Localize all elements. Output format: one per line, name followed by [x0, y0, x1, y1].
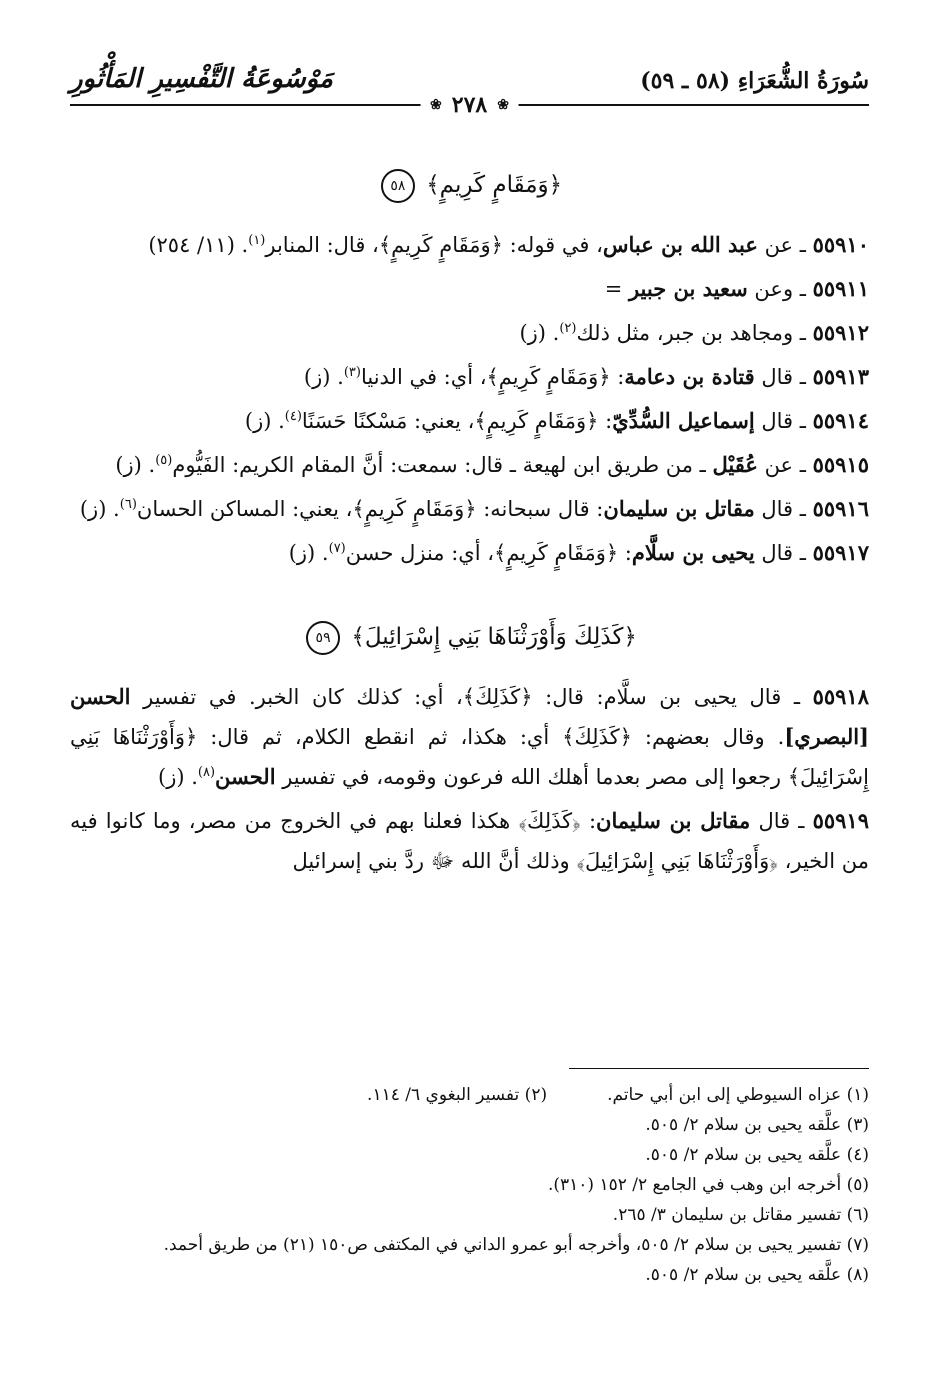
- narrator-name: سعيد بن جبير: [628, 276, 748, 301]
- entry-item: [70, 269, 869, 309]
- ayah-number-marker: ٥٨: [381, 169, 415, 203]
- entry-number: ٥٥٩١٢: [812, 320, 869, 345]
- footnote-ref: (٣): [343, 365, 361, 380]
- book-title: مَوْسُوعَةُ التَّفْسِيرِ المَأْثُورِ: [70, 64, 333, 94]
- entry-tail: . (ز): [288, 541, 329, 565]
- verse-text: ﴿كَذَلِكَ وَأَوْرَثْنَاهَا بَنِي إِسْرَائِيلَ﴾: [351, 624, 637, 650]
- section-59-entries: [70, 677, 869, 881]
- entry-prefix: ـ عن: [757, 233, 813, 257]
- entry-item: [70, 357, 869, 397]
- entry-number: ٥٥٩١٩: [812, 808, 869, 833]
- entry-number: ٥٥٩١٦: [812, 496, 869, 521]
- entry-item: [70, 677, 869, 797]
- footnote-ref: (٧): [328, 541, 346, 556]
- entry-text: مثل ذلك: [576, 321, 651, 345]
- entry-text: : ﴿وَمَقَامٍ كَرِيمٍ﴾، يعني: مَسْكنًا حَسَنًا: [301, 409, 613, 433]
- narrator-name: الحسن [البصري]: [70, 684, 869, 749]
- verse-heading-59: [70, 617, 869, 657]
- narrator-name: عبد الله بن عباس: [602, 232, 758, 257]
- entry-tail: . (ز): [519, 321, 560, 345]
- narrator-name: قتادة بن دعامة: [624, 364, 755, 389]
- entry-tail: . (١١/ ٢٥٤): [148, 233, 249, 257]
- surah-title: سُورَةُ الشُّعَرَاءِ (٥٨ ـ ٥٩): [640, 68, 869, 94]
- footnote-4: (٤) علَّقه يحيى بن سلام ٢/ ٥٠٥.: [645, 1145, 869, 1165]
- entry-item: [70, 533, 869, 573]
- entry-text: =: [604, 277, 629, 301]
- entry-text: : قال سبحانه: ﴿وَمَقَامٍ كَرِيمٍ﴾، يعني: المساكن الحسان: [136, 497, 604, 521]
- entry-item: [70, 225, 869, 265]
- section-58-entries: [70, 225, 869, 573]
- footnote-ref: (٨): [197, 765, 216, 780]
- footnote-ref: (٥): [155, 453, 173, 468]
- entry-number: ٥٥٩١٠: [812, 232, 869, 257]
- footnote-1: (١) عزاه السيوطي إلى ابن أبي حاتم.: [607, 1085, 869, 1105]
- entry-item: [70, 313, 869, 353]
- footnote-ref: (٤): [284, 409, 302, 424]
- narrator-name: عُقَيْل: [712, 452, 758, 477]
- running-header: [70, 60, 869, 120]
- entry-number: ٥٥٩١٤: [812, 408, 869, 433]
- entry-item: [70, 801, 869, 881]
- entry-prefix: ـ ومجاهد بن جبر،: [650, 321, 813, 345]
- footnote-7: (٧) تفسير يحيى بن سلام ٢/ ٥٠٥، وأخرجه أبو عمرو الداني في المكتفى ص١٥٠ (٢١) من طريق أحمد.: [163, 1235, 869, 1255]
- entry-number: ٥٥٩١٧: [812, 540, 869, 565]
- verse-text: ﴿وَمَقَامٍ كَرِيمٍ﴾: [426, 172, 563, 198]
- entry-text: : ﴿وَمَقَامٍ كَرِيمٍ﴾، أي: منزل حسن: [345, 541, 632, 565]
- entry-text: ـ قال يحيى بن سلَّام: قال: ﴿كَذَلِكَ﴾، أي: كذلك كان الخبر. في تفسير: [130, 685, 813, 709]
- page-number-box: [420, 92, 519, 118]
- entry-prefix: ـ قال: [754, 541, 813, 565]
- entry-prefix: ـ قال: [754, 497, 813, 521]
- footnote-3: (٣) علَّقه يحيى بن سلام ٢/ ٥٠٥.: [645, 1115, 869, 1135]
- entry-number: ٥٥٩١٥: [812, 452, 869, 477]
- footnote-ref: (٢): [559, 321, 577, 336]
- narrator-name: إسماعيل السُّدِّيّ: [612, 408, 755, 433]
- ornament-icon: ❀: [497, 97, 509, 113]
- footnotes: [70, 1080, 869, 1290]
- narrator-name: مقاتل بن سليمان: [603, 496, 755, 521]
- entry-text: : ﴿كَذَلِكَ﴾ هكذا فعلنا بهم في الخروج من مصر، وما كانوا فيه من الخير، ﴿وَأَوْرَثْنَاهَا بَنِي إِسْرَائِيلَ﴾ وذلك أنَّ الله ﷻ ردَّ بني إسرائيل: [70, 809, 869, 873]
- entry-item: [70, 489, 869, 529]
- entry-text: ، في قوله: ﴿وَمَقَامٍ كَرِيمٍ﴾، قال: المنابر: [265, 233, 603, 257]
- entry-number: ٥٥٩١٣: [812, 364, 869, 389]
- entry-prefix: ـ عن: [757, 453, 813, 477]
- footnote-2: (٢) تفسير البغوي ٦/ ١١٤.: [367, 1085, 548, 1105]
- entry-tail: . (ز): [115, 453, 156, 477]
- entry-tail: . (ز): [303, 365, 344, 389]
- footnote-8: (٨) علَّقه يحيى بن سلام ٢/ ٥٠٥.: [645, 1265, 869, 1285]
- footnote-6: (٦) تفسير مقاتل بن سليمان ٣/ ٢٦٥.: [612, 1205, 869, 1225]
- entry-text: ـ قال: [750, 809, 813, 833]
- entry-tail: . (ز): [79, 497, 120, 521]
- entry-item: [70, 445, 869, 485]
- ayah-number-marker: ٥٩: [306, 621, 340, 655]
- main-text: [70, 165, 869, 885]
- ornament-icon: ❀: [430, 97, 442, 113]
- entry-prefix: ـ قال: [754, 409, 813, 433]
- footnote-5: (٥) أخرجه ابن وهب في الجامع ٢/ ١٥٢ (٣١٠).: [547, 1175, 869, 1195]
- entry-text: ـ من طريق ابن لهيعة ـ قال: سمعت: أنَّ المقام الكريم: الفَيُّوم: [172, 453, 713, 477]
- entry-tail: . (ز): [244, 409, 285, 433]
- section-gap: [70, 577, 869, 617]
- entry-item: [70, 401, 869, 441]
- entry-text: : ﴿وَمَقَامٍ كَرِيمٍ﴾، أي: في الدنيا: [360, 365, 625, 389]
- entry-tail: . (ز): [158, 765, 198, 789]
- footnote-ref: (٦): [119, 497, 137, 512]
- footnote-rule: [569, 1068, 869, 1069]
- entry-number: ٥٥٩١٨: [812, 684, 869, 709]
- entry-prefix: ـ وعن: [747, 277, 813, 301]
- entry-prefix: ـ قال: [754, 365, 813, 389]
- entry-text: . وقال بعضهم: ﴿كَذَلِكَ﴾ أي: هكذا، ثم انقطع الكلام، ثم قال: ﴿وَأَوْرَثْنَاهَا بَنِي إِسْرَائِيلَ﴾ رجعوا إلى مصر بعدما أهلك الله فرعون وقومه، في تفسير: [70, 725, 869, 789]
- footnote-ref: (١): [248, 233, 266, 248]
- verse-heading-58: [70, 165, 869, 205]
- narrator-name: مقاتل بن سليمان: [596, 808, 751, 833]
- narrator-name: يحيى بن سلَّام: [631, 540, 755, 565]
- page-number: ٢٧٨: [451, 92, 488, 118]
- footnote-row: [70, 1080, 869, 1110]
- narrator-name: الحسن: [215, 764, 276, 789]
- entry-number: ٥٥٩١١: [812, 276, 869, 301]
